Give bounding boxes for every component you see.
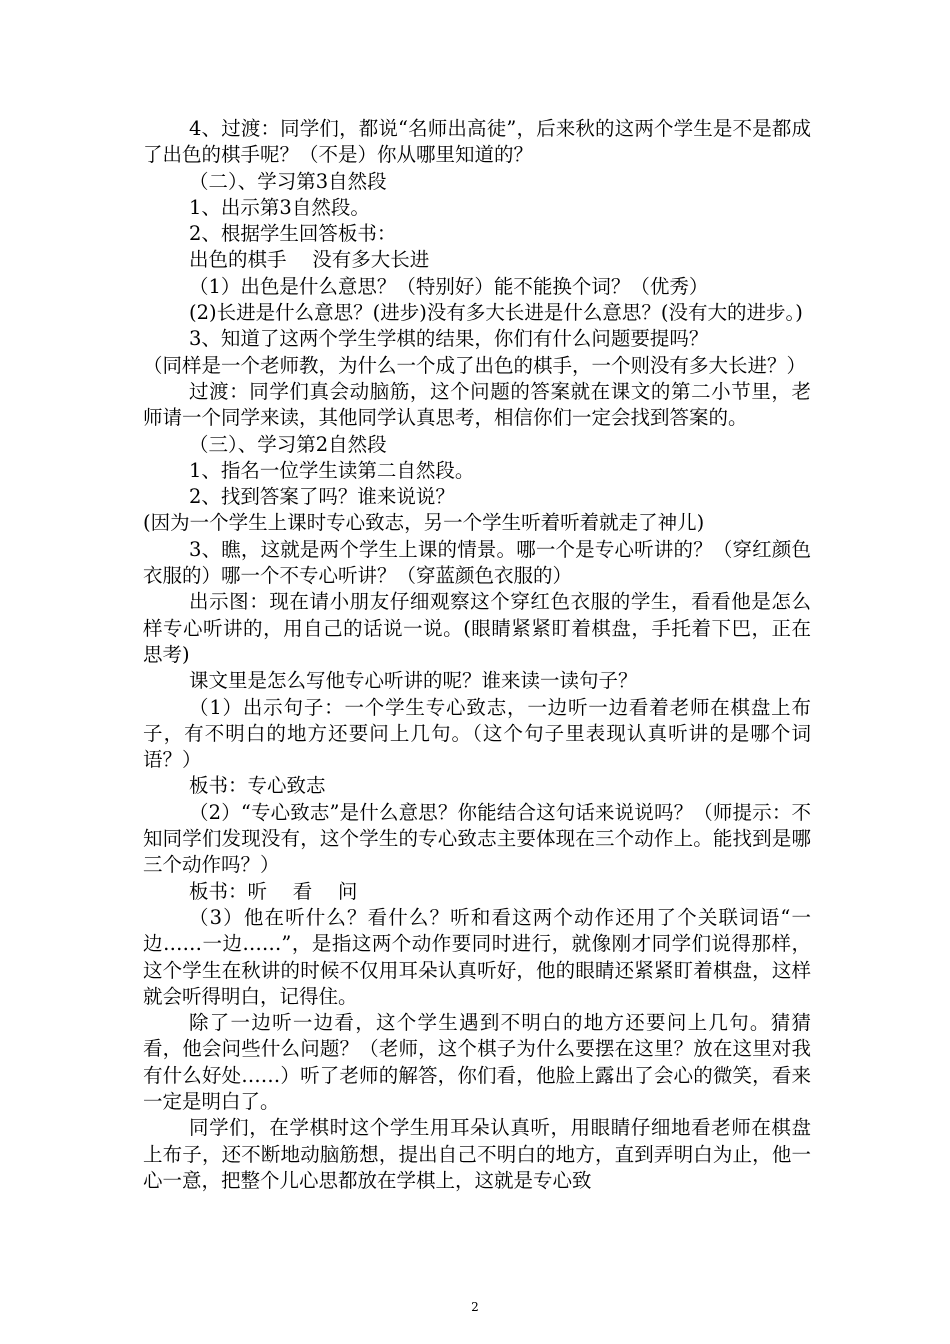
paragraph: （1）出示句子：一个学生专心致志，一边听一边看着老师在棋盘上布子，有不明白的地方还要问上几句。（这个句子里表现认真听讲的是哪个词语？） (143, 695, 811, 772)
page-number: 2 (471, 1300, 479, 1314)
paragraph: 4、过渡：同学们，都说“名师出高徒”，后来秋的这两个学生是不是都成了出色的棋手呢？（不是）你从哪里知道的？ (143, 117, 811, 167)
paragraph: （同样是一个老师教，为什么一个成了出色的棋手，一个则没有多大长进？） (143, 353, 807, 377)
paragraph: 1、出示第3自然段。 (189, 195, 370, 219)
paragraph: (因为一个学生上课时专心致志，另一个学生听着听着就走了神儿) (143, 511, 705, 535)
paragraph: 1、指名一位学生读第二自然段。 (189, 458, 475, 482)
paragraph: 板书：听 看 问 (189, 879, 358, 903)
section-heading: （三）、学习第2自然段 (189, 432, 387, 456)
paragraph: 2、找到答案了吗？谁来说说？ (189, 485, 455, 509)
paragraph: 3、瞧，这就是两个学生上课的情景。哪一个是专心听讲的？（穿红颜色衣服的）哪一个不专心听讲？（穿蓝颜色衣服的） (143, 537, 811, 588)
paragraph: （1）出色是什么意思？（特别好）能不能换个词？（优秀） (189, 274, 709, 298)
document-body (143, 116, 811, 1194)
paragraph: 过渡：同学们真会动脑筋，这个问题的答案就在课文的第二小节里，老师请一个同学来读，其他同学认真思考，相信你们一定会找到答案的。 (143, 379, 811, 430)
paragraph: 板书：专心致志 (189, 774, 326, 798)
paragraph: 课文里是怎么写他专心听讲的呢？谁来读一读句子？ (189, 669, 638, 693)
paragraph: （3）他在听什么？看什么？听和看这两个动作还用了个关联词语“一边……一边……”，是指这两个动作要同时进行，就像刚才同学们说得那样，这个学生在秋讲的时候不仅用耳朵认真听好，他的眼睛还紧紧盯着棋盘，这样就会听得明白，记得住。 (143, 905, 811, 1008)
paragraph: 出色的棋手 没有多大长进 (189, 248, 430, 272)
paragraph: 3、知道了这两个学生学棋的结果，你们有什么问题要提吗？ (189, 327, 709, 351)
paragraph: 出示图：现在请小朋友仔细观察这个穿红色衣服的学生，看看他是怎么样专心听讲的，用自己的话说一说。(眼睛紧紧盯着棋盘，手托着下巴，正在思考) (143, 590, 811, 666)
paragraph: 2、根据学生回答板书： (189, 222, 397, 246)
paragraph: （2）“专心致志”是什么意思？你能结合这句话来说说吗？（师提示：不知同学们发现没有，这个学生的专心致志主要体现在三个动作上。能找到是哪三个动作吗？） (143, 800, 811, 877)
paragraph: (2)长进是什么意思？(进步)没有多大长进是什么意思？(没有大的进步。) (189, 301, 803, 325)
paragraph: 同学们，在学棋时这个学生用耳朵认真听，用眼睛仔细地看老师在棋盘上布子，还不断地动脑筋想，提出自己不明白的地方，直到弄明白为止，他一心一意，把整个儿心思都放在学棋上，这就是专心致 (143, 1116, 811, 1192)
section-heading: （二）、学习第3自然段 (189, 169, 387, 193)
paragraph: 除了一边听一边看，这个学生遇到不明白的地方还要问上几句。猜猜看，他会问些什么问题？（老师，这个棋子为什么要摆在这里？放在这里对我有什么好处……）听了老师的解答，你们看，他脸上露出了会心的微笑，看来一定是明白了。 (143, 1011, 811, 1113)
